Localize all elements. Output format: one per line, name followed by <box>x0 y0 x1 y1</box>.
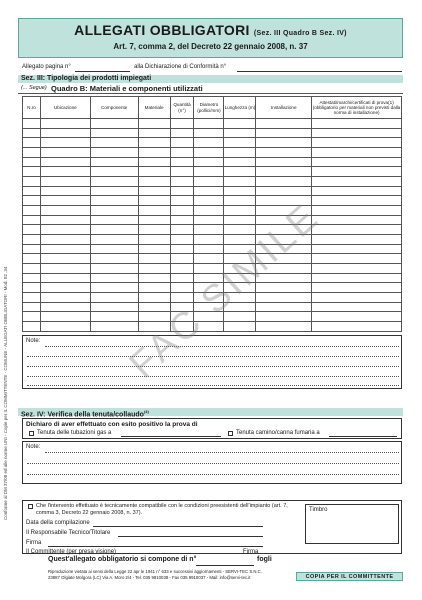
table-cell[interactable] <box>40 235 90 245</box>
table-cell[interactable] <box>312 167 402 177</box>
notes-line[interactable] <box>27 365 399 367</box>
col-header-nro: N.ro <box>23 97 41 119</box>
section3-heading-bar <box>18 75 403 83</box>
table-cell[interactable] <box>90 244 138 254</box>
table-cell[interactable] <box>40 119 90 129</box>
date-field[interactable] <box>93 522 263 527</box>
table-cell[interactable] <box>170 119 194 129</box>
table-cell[interactable] <box>23 302 41 312</box>
table-cell[interactable] <box>40 206 90 216</box>
table-cell[interactable] <box>23 157 41 167</box>
table-cell[interactable] <box>90 312 138 322</box>
table-cell[interactable] <box>170 138 194 148</box>
table-cell[interactable] <box>224 196 256 206</box>
table-cell[interactable] <box>23 235 41 245</box>
table-cell[interactable] <box>40 283 90 293</box>
table-cell[interactable] <box>138 225 170 235</box>
table-cell[interactable] <box>40 273 90 283</box>
table-cell[interactable] <box>170 273 194 283</box>
table-cell[interactable] <box>40 264 90 274</box>
table-cell[interactable] <box>224 186 256 196</box>
quadro-b-title: Quadro B: Materiali e componenti utilizzati <box>51 84 203 93</box>
table-cell[interactable] <box>224 138 256 148</box>
compat-text: Che l'intervento effettuato è tecnicamente compatibile con le condizioni preesistenti dell'impianto (art. 7, comma 3, Decreto 22 gennaio 2008, n. 37). <box>36 503 288 516</box>
tenuta-camino-checkbox[interactable] <box>228 431 233 436</box>
table-cell[interactable] <box>40 128 90 138</box>
table-cell[interactable] <box>312 119 402 129</box>
table-cell[interactable] <box>194 254 224 264</box>
table-cell[interactable] <box>256 322 312 332</box>
table-cell[interactable] <box>138 177 170 187</box>
committente-field[interactable] <box>118 551 238 554</box>
table-cell[interactable] <box>138 119 170 129</box>
table-cell[interactable] <box>90 273 138 283</box>
tenuta-gas-field[interactable] <box>121 432 221 437</box>
declaration-number-field[interactable] <box>237 66 402 72</box>
table-cell[interactable] <box>138 254 170 264</box>
title-banner <box>18 18 403 58</box>
table-cell[interactable] <box>312 302 402 312</box>
table-cell[interactable] <box>23 128 41 138</box>
table-cell[interactable] <box>138 167 170 177</box>
page-number-field[interactable] <box>75 66 130 72</box>
pages-count-field[interactable] <box>196 561 254 566</box>
segue-label: (... Segue) <box>21 85 47 91</box>
col-header-diametro: Diametro (pollici/mm) <box>194 97 224 119</box>
table-cell[interactable] <box>170 196 194 206</box>
table-cell[interactable] <box>312 293 402 303</box>
table-row <box>23 254 402 264</box>
table-cell[interactable] <box>256 177 312 187</box>
resp-label: Il Responsabile Tecnico/Titolare <box>26 530 111 536</box>
table-cell[interactable] <box>90 293 138 303</box>
table-cell[interactable] <box>23 312 41 322</box>
table-cell[interactable] <box>256 293 312 303</box>
table-cell[interactable] <box>256 302 312 312</box>
col-header-materiale: Materiale <box>138 97 170 119</box>
page-subtitle: Art. 7, comma 2, del Decreto 22 gennaio 2008, n. 37 <box>113 42 308 51</box>
table-row <box>23 244 402 254</box>
table-cell[interactable] <box>224 157 256 167</box>
table-cell[interactable] <box>194 225 224 235</box>
table-cell[interactable] <box>312 273 402 283</box>
table-cell[interactable] <box>256 138 312 148</box>
table-cell[interactable] <box>138 264 170 274</box>
table-cell[interactable] <box>23 119 41 129</box>
table-row <box>23 215 402 225</box>
table-cell[interactable] <box>312 128 402 138</box>
table-cell[interactable] <box>40 322 90 332</box>
firma1-field[interactable] <box>48 542 263 547</box>
table-cell[interactable] <box>40 215 90 225</box>
table-cell[interactable] <box>170 244 194 254</box>
col-header-installazione: Installazione <box>256 97 312 119</box>
table-cell[interactable] <box>90 186 138 196</box>
table-cell[interactable] <box>90 138 138 148</box>
table-cell[interactable] <box>194 244 224 254</box>
table-cell[interactable] <box>40 148 90 158</box>
table-cell[interactable] <box>138 196 170 206</box>
table-cell[interactable] <box>224 215 256 225</box>
table-cell[interactable] <box>224 225 256 235</box>
table-cell[interactable] <box>90 235 138 245</box>
table-cell[interactable] <box>224 167 256 177</box>
table-cell[interactable] <box>90 167 138 177</box>
table-cell[interactable] <box>90 119 138 129</box>
table-cell[interactable] <box>138 138 170 148</box>
table-cell[interactable] <box>23 138 41 148</box>
table-cell[interactable] <box>312 138 402 148</box>
firma1-label: Firma <box>26 540 42 546</box>
table-cell[interactable] <box>138 215 170 225</box>
table-cell[interactable] <box>90 264 138 274</box>
table-row <box>23 264 402 274</box>
table-cell[interactable] <box>23 177 41 187</box>
table-cell[interactable] <box>224 206 256 216</box>
table-cell[interactable] <box>138 157 170 167</box>
table-row <box>23 119 402 129</box>
table-cell[interactable] <box>312 244 402 254</box>
page-title: ALLEGATI OBBLIGATORI (Sez. III Quadro B Sez. IV) <box>74 22 347 38</box>
table-cell[interactable] <box>90 148 138 158</box>
table-row <box>23 167 402 177</box>
table-cell[interactable] <box>256 119 312 129</box>
notes-line[interactable] <box>45 345 399 347</box>
table-cell[interactable] <box>90 283 138 293</box>
tenuta-camino-field[interactable] <box>329 432 397 437</box>
side-legal-text: Conforme al DM 37/08 ed alle norme UNI - Copie per IL COMMITTENTE - COMUNE - ALLEGATI OBBLIGATORI - Mod. 02 .34 <box>3 266 8 520</box>
page-label: Allegato pagina n° <box>22 64 71 70</box>
section4-notes-box <box>22 441 402 484</box>
table-cell[interactable] <box>194 196 224 206</box>
table-cell[interactable] <box>256 167 312 177</box>
table-cell[interactable] <box>170 148 194 158</box>
stamp-box[interactable] <box>305 504 399 544</box>
table-cell[interactable] <box>194 206 224 216</box>
table-cell[interactable] <box>138 283 170 293</box>
table-cell[interactable] <box>40 167 90 177</box>
table-cell[interactable] <box>256 157 312 167</box>
table-cell[interactable] <box>194 148 224 158</box>
table-cell[interactable] <box>90 196 138 206</box>
table-cell[interactable] <box>40 177 90 187</box>
table-cell[interactable] <box>194 119 224 129</box>
table-cell[interactable] <box>224 322 256 332</box>
table-cell[interactable] <box>256 148 312 158</box>
table-cell[interactable] <box>194 128 224 138</box>
table-cell[interactable] <box>224 148 256 158</box>
table-cell[interactable] <box>90 177 138 187</box>
section3-notes-box <box>22 335 402 389</box>
table-cell[interactable] <box>312 322 402 332</box>
table-cell[interactable] <box>23 264 41 274</box>
table-cell[interactable] <box>90 206 138 216</box>
committente-label: Il Committente (per presa visione) <box>26 549 117 555</box>
table-cell[interactable] <box>23 186 41 196</box>
table-cell[interactable] <box>138 302 170 312</box>
table-cell[interactable] <box>90 225 138 235</box>
table-cell[interactable] <box>194 215 224 225</box>
table-row <box>23 128 402 138</box>
section3-heading: Sez. III: Tipologia dei prodotti impiegati <box>21 75 152 82</box>
table-row <box>23 157 402 167</box>
table-row <box>23 225 402 235</box>
table-cell[interactable] <box>40 302 90 312</box>
table-cell[interactable] <box>90 157 138 167</box>
table-cell[interactable] <box>90 322 138 332</box>
date-label: Data della compilazione <box>26 520 90 526</box>
table-cell[interactable] <box>170 264 194 274</box>
table-cell[interactable] <box>312 254 402 264</box>
table-cell[interactable] <box>23 225 41 235</box>
table-cell[interactable] <box>194 167 224 177</box>
table-cell[interactable] <box>312 148 402 158</box>
table-row <box>23 235 402 245</box>
table-cell[interactable] <box>138 128 170 138</box>
declaration-label: alla Dichiarazione di Conformità n° <box>134 64 227 70</box>
table-cell[interactable] <box>170 177 194 187</box>
resp-field[interactable] <box>118 532 263 537</box>
table-cell[interactable] <box>170 235 194 245</box>
section4-heading: Sez. IV: Verifica della tenuta/collaudo$^{(4)}$ <box>21 409 149 419</box>
table-cell[interactable] <box>23 293 41 303</box>
table-cell[interactable] <box>312 283 402 293</box>
col-header-ubicazione: Ubicazione <box>40 97 90 119</box>
table-cell[interactable] <box>40 254 90 264</box>
tenuta-gas-checkbox[interactable] <box>29 431 34 436</box>
table-cell[interactable] <box>138 244 170 254</box>
table-cell[interactable] <box>90 302 138 312</box>
section4-notes-label: Note: <box>26 444 41 450</box>
declare-text: Dichiaro di aver effettuato con esito positivo la prova di <box>26 421 198 428</box>
table-cell[interactable] <box>170 225 194 235</box>
table-cell[interactable] <box>23 273 41 283</box>
table-row <box>23 177 402 187</box>
table-cell[interactable] <box>23 167 41 177</box>
table-cell[interactable] <box>138 293 170 303</box>
table-cell[interactable] <box>170 215 194 225</box>
table-cell[interactable] <box>194 186 224 196</box>
table-cell[interactable] <box>170 283 194 293</box>
table-cell[interactable] <box>90 254 138 264</box>
table-cell[interactable] <box>23 148 41 158</box>
table-cell[interactable] <box>170 186 194 196</box>
table-cell[interactable] <box>40 138 90 148</box>
table-cell[interactable] <box>194 138 224 148</box>
col-header-lunghezza: Lunghezza (m) <box>224 97 256 119</box>
table-cell[interactable] <box>312 264 402 274</box>
table-cell[interactable] <box>90 128 138 138</box>
table-cell[interactable] <box>138 148 170 158</box>
tenuta-camino-label: Tenuta camino/canna fumaria a <box>236 430 320 436</box>
quadro-b-bar <box>18 84 403 94</box>
table-cell[interactable] <box>138 206 170 216</box>
firma2-field[interactable] <box>261 551 399 554</box>
col-header-quantita: Quantità (n°) <box>170 97 194 119</box>
table-cell[interactable] <box>194 157 224 167</box>
fac-simile-watermark: FAC SIMILE <box>121 195 328 387</box>
table-cell[interactable] <box>170 206 194 216</box>
table-cell[interactable] <box>40 157 90 167</box>
tenuta-gas-label: Tenuta delle tubazioni gas a <box>37 430 112 436</box>
table-cell[interactable] <box>40 196 90 206</box>
table-cell[interactable] <box>256 128 312 138</box>
table-cell[interactable] <box>194 235 224 245</box>
table-cell[interactable] <box>138 235 170 245</box>
table-cell[interactable] <box>40 312 90 322</box>
tenuta-box <box>22 418 402 439</box>
table-row <box>23 138 402 148</box>
notes-line[interactable] <box>45 451 399 453</box>
final-declaration-box <box>22 500 402 554</box>
table-cell[interactable] <box>194 177 224 187</box>
table-cell[interactable] <box>40 244 90 254</box>
table-cell[interactable] <box>40 186 90 196</box>
table-cell[interactable] <box>138 273 170 283</box>
table-cell[interactable] <box>312 312 402 322</box>
table-cell[interactable] <box>23 254 41 264</box>
table-cell[interactable] <box>23 283 41 293</box>
col-header-componente: Componente <box>90 97 138 119</box>
notes-line[interactable] <box>27 384 399 386</box>
notes-line[interactable] <box>27 462 399 464</box>
table-cell[interactable] <box>224 128 256 138</box>
table-cell[interactable] <box>224 177 256 187</box>
stamp-label: Timbro <box>309 507 328 513</box>
table-cell[interactable] <box>23 206 41 216</box>
composed-label: Quest'allegato obbligatorio si compone di n° <box>48 556 197 563</box>
table-row <box>23 148 402 158</box>
notes-line[interactable] <box>27 375 399 377</box>
table-cell[interactable] <box>312 157 402 167</box>
table-cell[interactable] <box>170 167 194 177</box>
table-cell[interactable] <box>312 235 402 245</box>
table-cell[interactable] <box>256 312 312 322</box>
table-cell[interactable] <box>170 128 194 138</box>
footer-text: Riproduzione vietata ai sensi della Legge 22 apr le 1941 n° 633 e successivi aggiornamenti - SERVI-TEC S.N.C. 23887 Olgiate Molgora (LC) Via A. Moro 2/4 - Tel. 035 9910038 - Fax 035 9910037 - Mail: info@servi-tec.it <box>48 569 262 580</box>
table-cell[interactable] <box>23 196 41 206</box>
table-row <box>23 186 402 196</box>
table-cell[interactable] <box>90 215 138 225</box>
table-cell[interactable] <box>40 293 90 303</box>
table-cell[interactable] <box>23 322 41 332</box>
table-cell[interactable] <box>224 119 256 129</box>
table-cell[interactable] <box>170 157 194 167</box>
table-cell[interactable] <box>138 186 170 196</box>
fogli-label: fogli <box>257 556 272 563</box>
table-cell[interactable] <box>40 225 90 235</box>
table-cell[interactable] <box>23 215 41 225</box>
copy-badge: COPIA PER IL COMMITTENTE <box>296 572 403 581</box>
notes-line[interactable] <box>27 355 399 357</box>
col-header-attestati: Attestati/marchi/certificati di prova(1) (obbligatorio per materiali non previsti dalla norma di installazione) <box>312 97 402 119</box>
compat-checkbox[interactable] <box>28 504 33 509</box>
table-cell[interactable] <box>170 254 194 264</box>
section4-heading-bar <box>18 408 403 419</box>
table-cell[interactable] <box>23 244 41 254</box>
firma2-label: Firma <box>243 549 259 555</box>
notes-line[interactable] <box>27 473 399 475</box>
section3-notes-label: Note: <box>26 338 41 344</box>
